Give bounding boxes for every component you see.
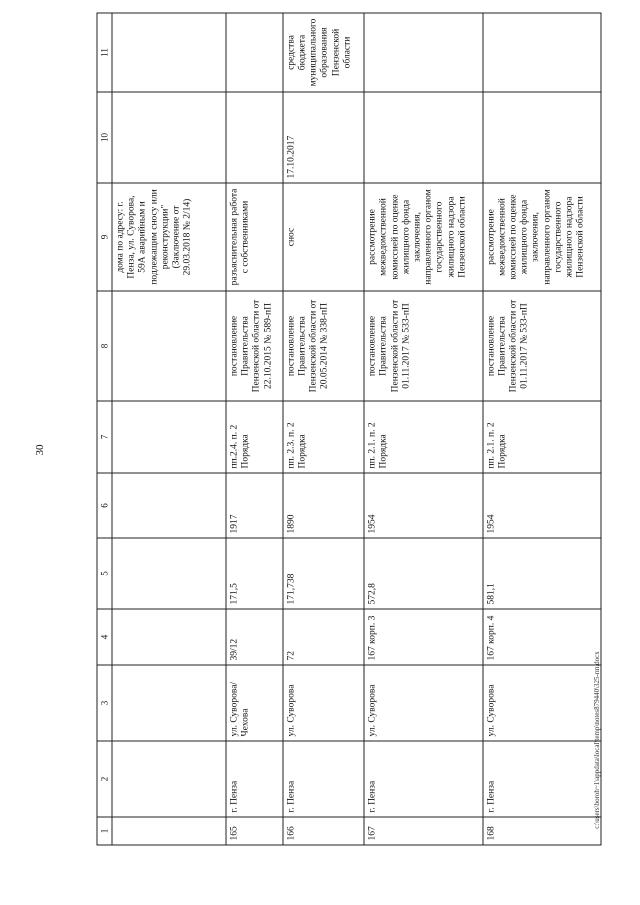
table-row <box>226 13 283 845</box>
header-cell-8: 8 <box>97 291 112 401</box>
city-cell: г. Пенза <box>283 741 364 817</box>
area-cell: 581,1 <box>483 538 601 609</box>
funding-cell <box>364 13 482 92</box>
housing-table <box>97 13 602 846</box>
date-cell <box>364 92 482 183</box>
footer-file-path: c:\users\boroh~1\appdata\local\temp\notes879440\325-пп.docx <box>593 651 601 829</box>
reason-cell: рассмотрение межведомственной комиссией по оценке жилищного фонда заключения, направленного органом государственного жилищного надзора Пензенской области <box>483 183 601 291</box>
table-cell <box>112 609 226 665</box>
row-number-cell: 168 <box>483 817 601 845</box>
header-cell-5: 5 <box>97 538 112 609</box>
reason-cell: разъяснительная работа с собственниками <box>226 183 283 291</box>
funding-cell <box>483 13 601 92</box>
row-number-cell: 165 <box>226 817 283 845</box>
table-cell <box>112 473 226 538</box>
table-cell <box>112 13 226 92</box>
continuation-row <box>112 13 226 845</box>
header-row <box>97 13 112 845</box>
header-cell-9: 9 <box>97 183 112 291</box>
basis-cell: пп. 2.1. п. 2 Порядка <box>483 401 601 473</box>
resolution-cell: постановление Правительства Пензенской области от 01.11.2017 № 533-пП <box>364 291 482 401</box>
street-cell: ул. Суворова <box>364 665 482 741</box>
resolution-cell: постановление Правительства Пензенской области от 20.05.2014 № 338-пП <box>283 291 364 401</box>
page-number: 30 <box>34 444 46 456</box>
table-cell <box>112 741 226 817</box>
resolution-cell: постановление Правительства Пензенской области от 22.10.2015 № 589-пП <box>226 291 283 401</box>
table-cell <box>112 92 226 183</box>
street-cell: ул. Суворова <box>483 665 601 741</box>
basis-cell: пп. 2.1. п. 2 Порядка <box>364 401 482 473</box>
date-cell <box>483 92 601 183</box>
header-cell-3: 3 <box>97 665 112 741</box>
table-row <box>483 13 601 845</box>
header-cell-1: 1 <box>97 817 112 845</box>
housing-table-container <box>97 18 602 846</box>
date-cell <box>226 92 283 183</box>
table-row <box>364 13 482 845</box>
year-cell: 1917 <box>226 473 283 538</box>
year-cell: 1890 <box>283 473 364 538</box>
header-cell-2: 2 <box>97 741 112 817</box>
area-cell: 572,8 <box>364 538 482 609</box>
header-cell-7: 7 <box>97 401 112 473</box>
street-cell: ул. Суворова <box>283 665 364 741</box>
table-cell <box>112 538 226 609</box>
header-cell-10: 10 <box>97 92 112 183</box>
street-cell: ул. Суворова/ Чехова <box>226 665 283 741</box>
city-cell: г. Пенза <box>364 741 482 817</box>
house-cell: 72 <box>283 609 364 665</box>
table-cell <box>112 291 226 401</box>
house-cell: 167 корп. 3 <box>364 609 482 665</box>
date-cell: 17.10.2017 <box>283 92 364 183</box>
area-cell: 171,738 <box>283 538 364 609</box>
header-cell-6: 6 <box>97 473 112 538</box>
year-cell: 1954 <box>364 473 482 538</box>
table-cell <box>112 665 226 741</box>
funding-cell <box>226 13 283 92</box>
header-cell-4: 4 <box>97 609 112 665</box>
city-cell: г. Пенза <box>483 741 601 817</box>
table-cell <box>112 817 226 845</box>
row-number-cell: 166 <box>283 817 364 845</box>
header-cell-11: 11 <box>97 13 112 92</box>
reason-cell: снос <box>283 183 364 291</box>
funding-cell: средства бюджета муниципального образования Пензенской области <box>283 13 364 92</box>
year-cell: 1954 <box>483 473 601 538</box>
resolution-cell: постановление Правительства Пензенской области от 01.11.2017 № 533-пП <box>483 291 601 401</box>
basis-cell: пп. 2.3. п. 2 Порядка <box>283 401 364 473</box>
reason-cell: рассмотрение межведомственной комиссией по оценке жилищного фонда заключения, направленного органом государственного жилищного надзора Пензенской области <box>364 183 482 291</box>
row-number-cell: 167 <box>364 817 482 845</box>
table-row <box>283 13 364 845</box>
city-cell: г. Пенза <box>226 741 283 817</box>
basis-cell: пп.2.4. п. 2 Порядка <box>226 401 283 473</box>
house-cell: 167 корп. 4 <box>483 609 601 665</box>
table-cell <box>112 401 226 473</box>
house-cell: 39/12 <box>226 609 283 665</box>
area-cell: 171,5 <box>226 538 283 609</box>
continuation-reason-cell: дома по адресу: г. Пенза, ул. Суворова, 59А аварийным и подлежащим сносу или реконструкции" (Заключение от 29.03.2018 № 2/14) <box>112 183 226 291</box>
